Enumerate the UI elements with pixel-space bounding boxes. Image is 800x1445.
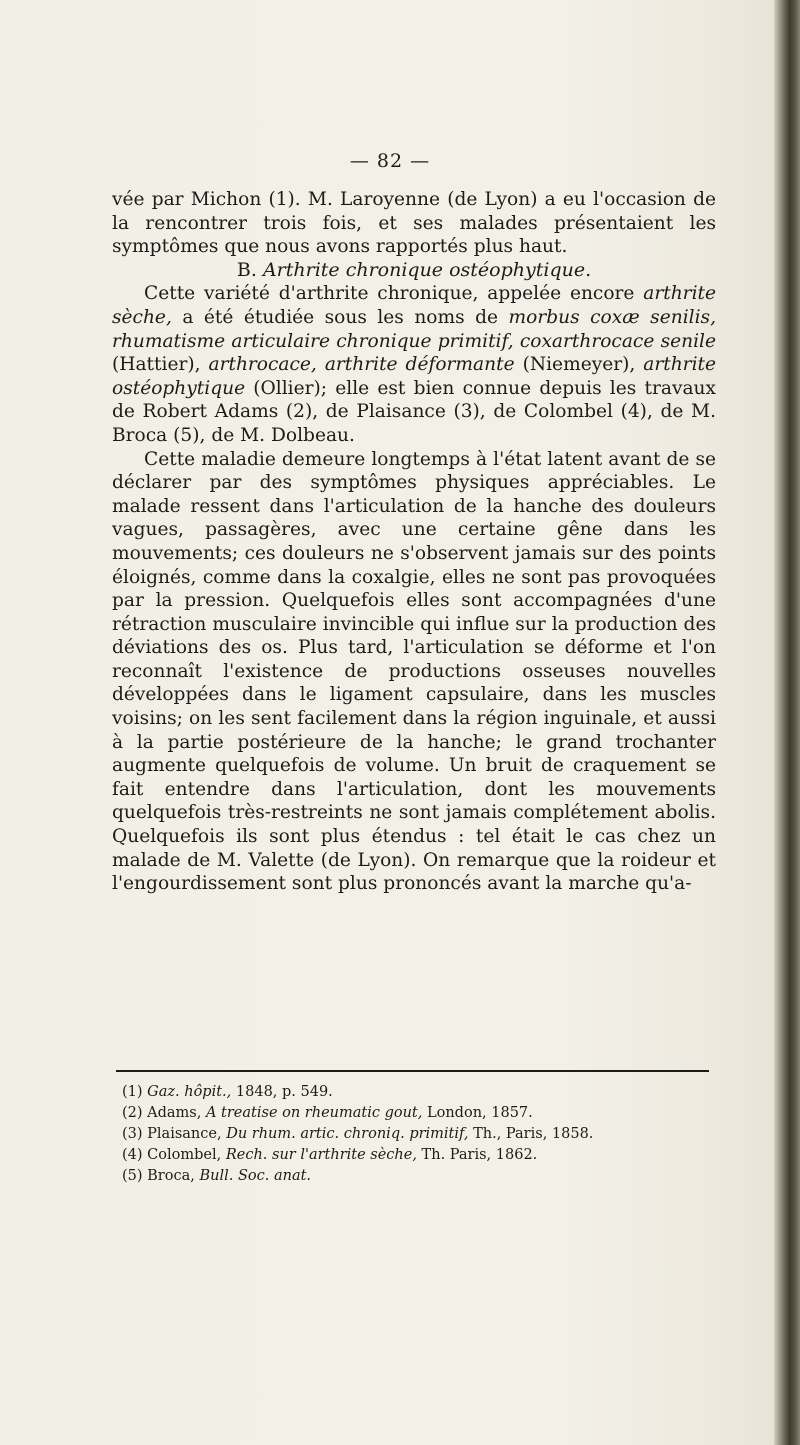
section-heading xyxy=(112,259,716,283)
footnote-number: (2) xyxy=(122,1105,143,1121)
footnote-title: Gaz. hôpit., xyxy=(147,1084,232,1100)
footnote-number: (1) xyxy=(122,1084,143,1100)
footnote-author: Adams, xyxy=(142,1105,206,1121)
footnote xyxy=(122,1082,722,1103)
footnote-publication: Th., Paris, 1858. xyxy=(468,1126,594,1142)
footnote xyxy=(122,1145,722,1166)
footnote-title: A treatise on rheumatic gout, xyxy=(205,1105,423,1121)
para2-italic-3: arthrocace, arthrite déformante xyxy=(208,354,515,376)
footnote-number: (5) xyxy=(122,1168,143,1184)
para2-italic-4: arthrite ostéophytique xyxy=(112,354,716,399)
para2-text-3: (Hattier), xyxy=(112,354,209,376)
footnote-number: (4) xyxy=(122,1147,143,1163)
footnote-publication: 1848, p. 549. xyxy=(231,1084,333,1100)
footnote-author: Broca, xyxy=(142,1168,200,1184)
para2-italic-1: arthrite sèche, xyxy=(112,283,716,328)
main-text xyxy=(112,188,716,896)
para2-text-4: (Niemeyer), xyxy=(514,354,644,376)
footnote-title: Bull. Soc. anat. xyxy=(199,1168,312,1184)
section-title: Arthrite chronique ostéophytique. xyxy=(262,258,592,281)
footnote xyxy=(122,1166,722,1187)
footnote-author: Colombel, xyxy=(142,1147,226,1163)
para2-italic-2: morbus coxæ senilis, rhumatisme articulaire chronique primitif, coxarthrocace senile xyxy=(112,306,716,352)
footnote xyxy=(122,1103,722,1124)
paragraph-symptoms: Cette maladie demeure longtemps à l'état latent avant de se déclarer par des symptômes physiques appréciables. Le malade ressent dans l'articulation de la hanche des douleurs vagues, passagères, avec une certaine gêne dans les mouvements; ces douleurs ne s'observent jamais sur des points éloignés, comme dans la coxalgie, elles ne sont pas provoquées par la pression. Quelquefois elles sont accompagnées d'une rétraction musculaire invincible qui influe sur la production des déviations des os. Plus tard, l'articulation se déforme et l'on reconnaît l'existence de productions osseuses nouvelles développées dans le ligament capsulaire, dans les muscles voisins; on les sent facilement dans la région inguinale, et aussi à la partie postérieure de la hanche; le grand trochanter augmente quelquefois de volume. Un bruit de craquement se fait entendre dans l'articulation, dont les mouvements quelquefois très-restreints ne sont jamais complétement abolis. Quelquefois ils sont plus étendus : tel était le cas chez un malade de M. Valette (de Lyon). On remarque que la roideur et l'engourdissement sont plus prononcés avant la marche qu'a- xyxy=(112,448,716,895)
paragraph-continuation: vée par Michon (1). M. Laroyenne (de Lyon) a eu l'occasion de la rencontrer trois fois, et ses malades présentaient les symptômes que nous avons rapportés plus haut. xyxy=(112,189,716,258)
footnote-publication: Th. Paris, 1862. xyxy=(416,1147,538,1163)
section-letter: B. xyxy=(236,258,257,281)
para2-text-1: Cette variété d'arthrite chronique, appelée encore xyxy=(144,283,644,305)
footnote-title: Rech. sur l'arthrite sèche, xyxy=(225,1147,417,1163)
page-number: — 82 — xyxy=(349,150,431,172)
footnote xyxy=(122,1124,722,1145)
para2-text-5: (Ollier); elle est bien connue depuis les travaux de Robert Adams (2), de Plaisance (3), de Colombel (4), de M. Broca (5), de M. Dolbeau. xyxy=(112,377,716,446)
footnote-title: Du rhum. artic. chroniq. primitif, xyxy=(226,1126,469,1142)
footnote-number: (3) xyxy=(122,1126,143,1142)
footnotes xyxy=(122,1082,722,1187)
footnote-separator xyxy=(116,1070,709,1072)
paragraph-definition xyxy=(112,282,716,447)
footnote-author: Plaisance, xyxy=(142,1126,227,1142)
footnote-publication: London, 1857. xyxy=(422,1105,533,1121)
para2-text-2: a été étudiée sous les noms de xyxy=(171,306,509,328)
page-binding-edge xyxy=(774,0,800,1445)
